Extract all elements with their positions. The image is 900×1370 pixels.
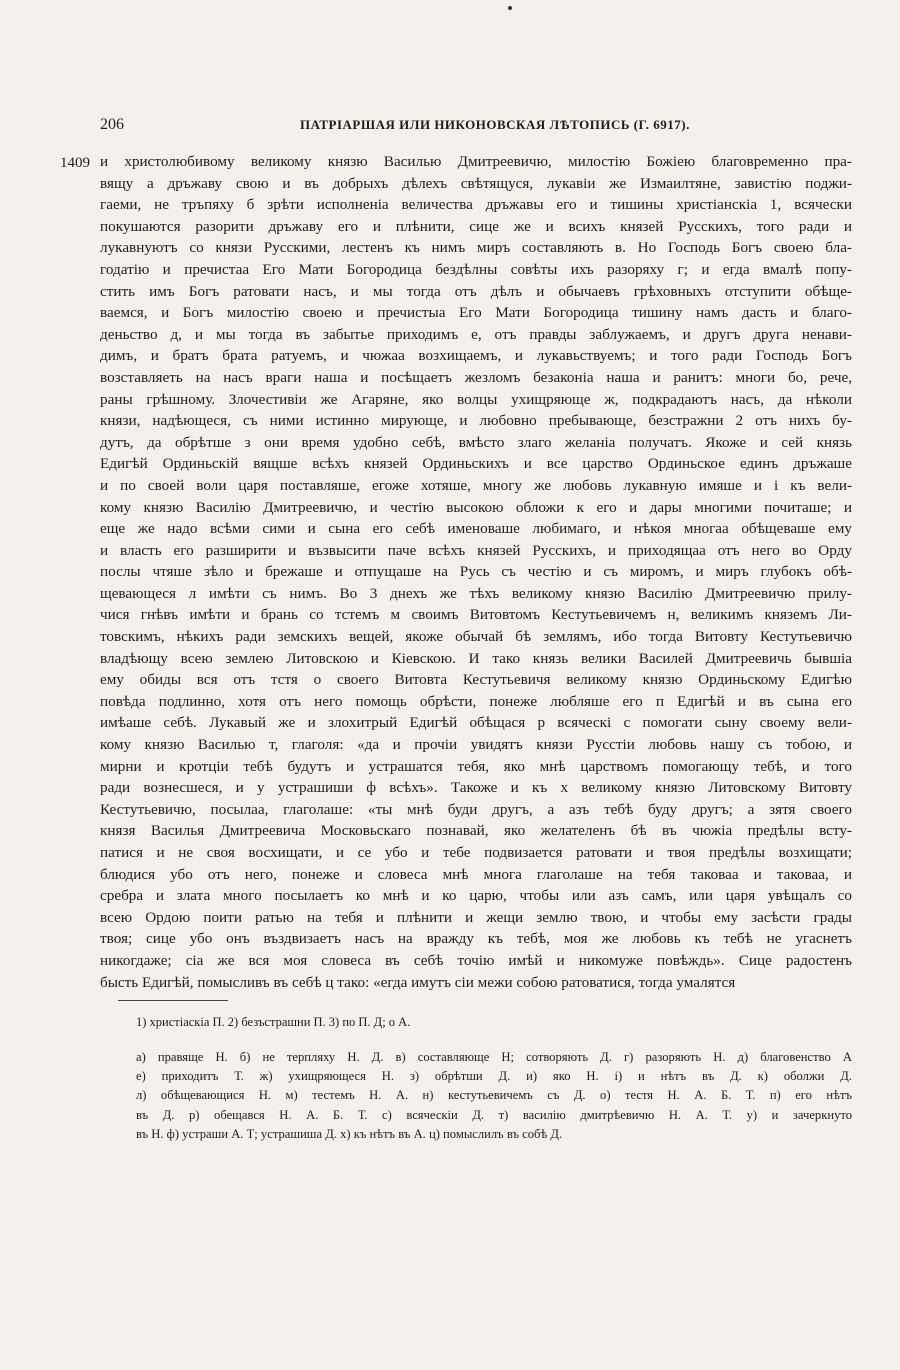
body-line: вящу а дръжаву свою и въ добрыхъ дѣлехъ свѣтящуся, лукавіи же Измаилтяне, завистію поджи- bbox=[100, 174, 852, 192]
body-line: ваемся, и Богъ милостію своею и пречистыа Его Мати Богородица тишину намъ дасть и благо- bbox=[100, 304, 852, 322]
footnotes-numbered: 1) христіаскіа П. 2) безъстрашни П. 3) по П. Д; о А. bbox=[136, 1015, 411, 1029]
body-line: твоя; сице убо онъ въздвизаетъ насъ на вражду къ тебѣ, моя же любовь къ тебѣ не угаснетъ bbox=[100, 930, 852, 948]
body-line: повѣда подлинно, хотя отъ него помощь обрѣсти, понеже любляше его п Едигѣй и въ сына его bbox=[100, 692, 852, 710]
body-line: ему обиды вся отъ тстя о своего Витовта Кестутьевичя великому князю Ординьскому Едигѣю bbox=[100, 671, 852, 689]
footnote-line: а) правяще Н. б) не терпляху Н. Д. в) составляюще Н; сотворяють Д. г) разоряють Н. д) благовенство А bbox=[136, 1050, 852, 1064]
body-line: и христолюбивому великому князю Василью Дмитреевичю, милостію Божіею благовременно пра- bbox=[100, 153, 852, 170]
body-line: и власть его разширити и възвысити паче всѣхъ князей Русскихъ, и приходящаа отъ него во Орду bbox=[100, 541, 852, 559]
body-line: деньство д, и мы тогда въ забытье приходимъ е, отъ правды заблужаемъ, и другъ друга ненави- bbox=[100, 325, 852, 343]
body-line: и по своей воли царя поставляше, егоже хотяше, многу же любовь лукавную имяше и і къ вели- bbox=[100, 476, 852, 494]
footnotes-lettered bbox=[136, 1048, 852, 1144]
footnote-line: въ Н. ф) устраши А. Т; устрашиша Д. х) къ нѣтъ въ А. ц) помыслилъ въ собѣ Д. bbox=[136, 1126, 563, 1141]
body-line: кому князю Василію Дмитреевичю, и честію высокою обложи к его и дары многими почиташе; и bbox=[100, 498, 852, 516]
body-line: гаеми, не тръпяху б зрѣти исполненіа величества дръжавы его и тишины христіанскіа 1, всячески bbox=[100, 196, 852, 214]
body-line: товскимъ, нѣкихъ ради земскихъ вещей, якоже обычай бѣ землямъ, ибо тогда Витовту Кестутьевичю bbox=[100, 628, 852, 646]
body-line: щевающеся л имѣти съ нимъ. Во 3 днехъ же тѣхъ великому князю Василію Дмитреевичю прилу- bbox=[100, 584, 852, 602]
page-number: 206 bbox=[100, 116, 124, 133]
body-line: князи, надѣющеся, съ ними истинно мирующе, и любовно пребывающе, безстражни 2 отъ нихъ бу- bbox=[100, 412, 852, 430]
body-line: возставляеть на насъ враги наша и посѣщаетъ жезломъ безаконіа наша и ранитъ: многи бо, рече, bbox=[100, 368, 852, 386]
footnote-line: въ Д. р) обещався Н. А. Б. Т. с) всяческіи Д. т) василію дмитрѣевичю Н. А. Т. у) и зачеркнуто bbox=[136, 1107, 852, 1122]
body-line: покушаются разорити дръжаву его и плѣнити, сице же и всихъ князей Русскихъ, того ради и bbox=[100, 217, 852, 235]
footnote-line: л) обѣщевающися Н. м) тестемъ Н. А. н) кестутьевичемъ съ Д. о) тестя Н. А. Б. Т. п) его нѣтъ bbox=[136, 1088, 852, 1103]
page-header bbox=[100, 116, 860, 136]
body-line: Едигѣй Ординьскій вящше всѣхъ князей Ординьскихъ и все царство Ординьское единъ дръжаше bbox=[100, 455, 852, 473]
ink-dot bbox=[508, 6, 512, 10]
body-line: еще же надо всѣми сими и сына его себѣ именоваше любимаго, и нѣкоя многаа обѣщеваше ему bbox=[100, 520, 852, 538]
body-line: ради вознесшеся, и у устрашиши ф всѣхъ». Такоже и къ х великому князю Литовскому Витовту bbox=[100, 779, 852, 797]
margin-year: 1409 bbox=[60, 155, 90, 171]
body-line: имѣаше себѣ. Лукавый же и злохитрый Едигѣй обѣщася р всяческі с помогати сыну своему вели- bbox=[100, 714, 852, 732]
body-line: блюдися убо отъ него, понеже и словеса мнѣ многа глаголаше на тебя таковаа и таковаа, и bbox=[100, 865, 852, 883]
body-line: всею Ордою поити ратью на тебя и плѣнити и жещи землю твою, и чтобы ему засѣсти грады bbox=[100, 908, 852, 926]
footnote-separator bbox=[118, 1000, 228, 1001]
body-line: князя Василья Дмитреевича Московьскаго познавай, яко желателенъ бѣ въ чюжіа предѣлы всту- bbox=[100, 822, 852, 840]
body-text bbox=[100, 151, 852, 993]
body-line: Кестутьевичю, посылаа, глаголаше: «ты мнѣ буди другъ, а азъ тебѣ буду другъ; а зятя своего bbox=[100, 800, 852, 818]
body-line: чися гнѣвъ имѣти и брань со тстемъ м своимъ Витовтомъ Кестутьевичемъ н, великимъ княземъ Ли- bbox=[100, 606, 852, 624]
body-line: раны грѣшному. Злочестивіи же Агаряне, яко волцы ухищряюще ж, подкрадаютъ насъ, да нѣколи bbox=[100, 390, 852, 408]
body-line: кому князю Василью т, глаголя: «да и прочіи увидятъ князи Русстіи любовь нашу съ тобою, и bbox=[100, 736, 852, 754]
body-line: патися и не своя восхищати, и се убо и тебе подвизается ратовати и твоя предѣлы возхищати; bbox=[100, 844, 852, 861]
body-line: годатію и пречистаа Его Мати Богородица бездѣлны совѣты ихъ разоряху г; и егда вмалѣ попу- bbox=[100, 260, 852, 278]
body-line: послы чтяше зѣло и брежаше и отпущаше на Русь съ честію и съ миромъ, и миръ глубокъ обѣ- bbox=[100, 563, 852, 581]
footnote-line: е) приходитъ Т. ж) ухищряющеся Н. з) обрѣтши Д. и) яко Н. і) и нѣтъ въ Д. к) оболжи Д. bbox=[136, 1069, 852, 1084]
body-line: дутъ, да обрѣтше з они время удобно себѣ, вмѣсто злаго желаніа получатъ. Якоже и сей князь bbox=[100, 433, 852, 451]
body-line: мирни и кротціи тебѣ будутъ и устрашатся тебя, яко мнѣ царствомъ помогающу тебѣ, и того bbox=[100, 757, 852, 775]
body-line: сребра и злата много посылаетъ ко мнѣ и ко царю, чтобы или азъ самъ, или царя увѣщалъ со bbox=[100, 887, 852, 905]
body-line: бысть Едигѣй, помысливъ въ себѣ ц тако: «егда имутъ сіи межи собою ратоватися, тогда умалятся bbox=[100, 973, 736, 991]
body-line: лукавнуютъ со князи Русскими, лестенъ къ нимъ миръ составляють в. Но Господь Богъ своею бла- bbox=[100, 239, 852, 257]
running-title: ПАТРІАРШАЯ ИЛИ НИКОНОВСКАЯ ЛѢТОПИСЬ (Г. 6917). bbox=[300, 117, 690, 132]
body-line: владѣющу всею землею Литовскою и Кіевскою. И тако князь велики Василей Дмитреевичь бывшіа bbox=[100, 649, 852, 667]
body-line: димъ, и братъ брата ратуемъ, и чюжаа возхищаемъ, и лукавьствуемъ; и того ради Господь Богъ bbox=[100, 347, 852, 365]
body-line: никогдаже; сіа же вся моя словеса въ себѣ точію имѣй и никомуже повѣждь». Сице радостенъ bbox=[100, 951, 852, 969]
body-line: стить имъ Богъ ратовати насъ, и мы тогда отъ дѣлъ и обычаевъ грѣховныхъ отступити обѣще- bbox=[100, 282, 852, 300]
